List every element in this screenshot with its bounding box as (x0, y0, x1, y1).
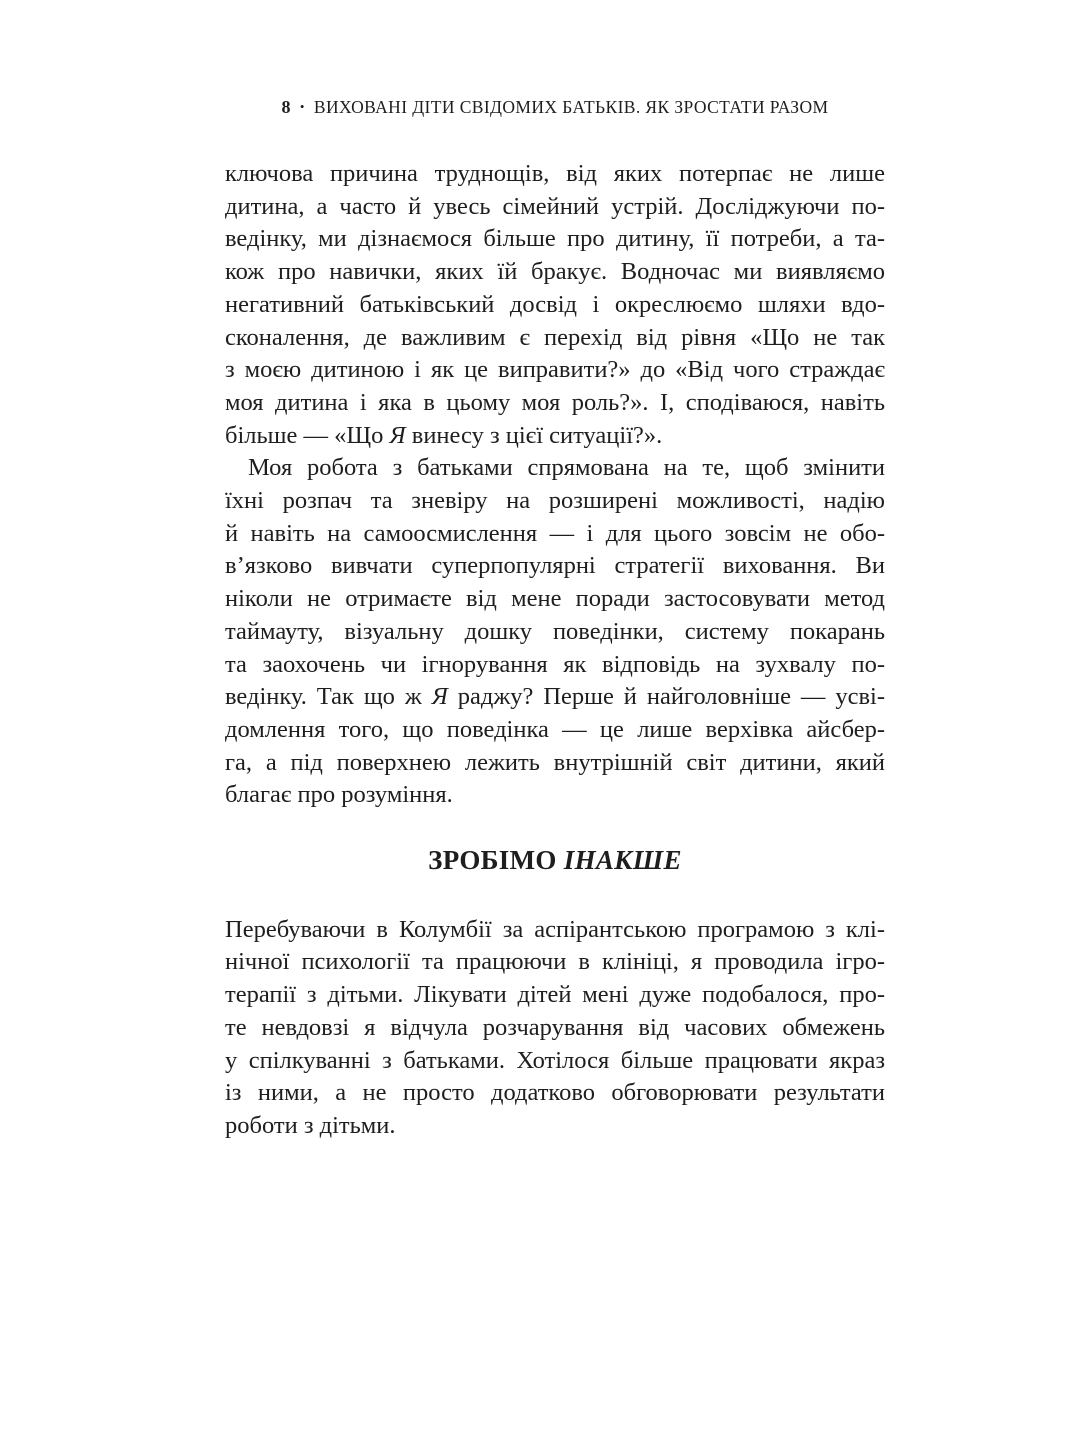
text-segment: ЗРОБІМО (428, 845, 564, 876)
text-line: ключова причина труднощів, від яких потерпає не лише (225, 160, 885, 187)
text-line: га, а під поверхнею лежить внутрішній світ дитини, який (225, 748, 885, 776)
text-line: сконалення, де важливим є перехід від рівня «Що не так (225, 323, 885, 351)
text-line: ніколи не отримаєте від мене поради застосовувати метод (225, 585, 885, 613)
text-line: й навіть на самоосмислення — і для цього зовсім не обо- (225, 519, 885, 547)
text-line (225, 420, 885, 453)
running-title: ВИХОВАНІ ДІТИ СВІДОМИХ БАТЬКІВ. ЯК ЗРОСТАТИ РАЗОМ (313, 97, 829, 117)
text-line: Перебуваючи в Колумбії за аспірантською програмою з клі- (225, 915, 885, 943)
text-line: те невдовзі я відчула розчарування від часових обмежень (225, 1013, 885, 1041)
text-line: негативний батьківський досвід і окреслюємо шляхи вдо- (225, 290, 885, 318)
text-line: їхні розпач та зневіру на розширені можливості, надію (225, 487, 885, 515)
text-segment: раджу? Перше й найголовніше — усві- (447, 683, 886, 711)
text-line (225, 681, 885, 714)
emphasized-text: ІНАКШЕ (563, 845, 682, 876)
text-line: роботи з дітьми. (225, 1111, 396, 1139)
text-segment: винесу з цієї ситуації?». (405, 421, 663, 449)
page-body (225, 158, 885, 1143)
text-line: терапії з дітьми. Лікувати дітей мені дуже подобалося, про- (225, 981, 885, 1009)
text-line: та заохочень чи ігнорування як відповідь на зухвалу по- (225, 650, 885, 678)
text-line: в’язково вивчати суперпопулярні стратегії виховання. Ви (225, 552, 885, 580)
emphasized-text: Я (431, 683, 448, 711)
paragraph (225, 452, 885, 812)
paragraph (225, 158, 885, 452)
text-line: домлення того, що поведінка — це лише верхівка айсбер- (225, 715, 885, 743)
text-line: благає про розуміння. (225, 781, 453, 809)
text-line: Моя робота з батьками спрямована на те, щоб змінити (248, 454, 885, 482)
text-line: кож про навички, яких їй бракує. Водночас ми виявляємо (225, 258, 885, 286)
text-line: ведінку, ми дізнаємося більше про дитину, її потреби, а та- (225, 225, 885, 253)
header-separator-icon: • (299, 99, 305, 114)
text-line: нічної психології та працюючи в клініці, я проводила ігро- (225, 948, 885, 976)
text-line: з моєю дитиною і як це виправити?» до «Від чого страждає (225, 356, 885, 384)
text-line: дитина, а часто й увесь сімейний устрій. Досліджуючи по- (225, 192, 885, 220)
text-line: у спілкуванні з батьками. Хотілося більше працювати якраз (225, 1046, 885, 1074)
text-line: із ними, а не просто додатково обговорювати результати (225, 1079, 885, 1107)
emphasized-text: Я (389, 421, 406, 449)
page-header (210, 97, 900, 118)
text-line: таймауту, візуальну дошку поведінки, систему покарань (225, 617, 885, 645)
text-line: моя дитина і яка в цьому моя роль?». І, сподіваюся, навіть (225, 388, 885, 416)
text-segment: ведінку. Так що ж (225, 683, 432, 711)
page-number: 8 (281, 97, 291, 117)
paragraph (225, 914, 885, 1143)
text-segment: більше — «Що (225, 421, 390, 449)
section-heading (225, 844, 885, 877)
